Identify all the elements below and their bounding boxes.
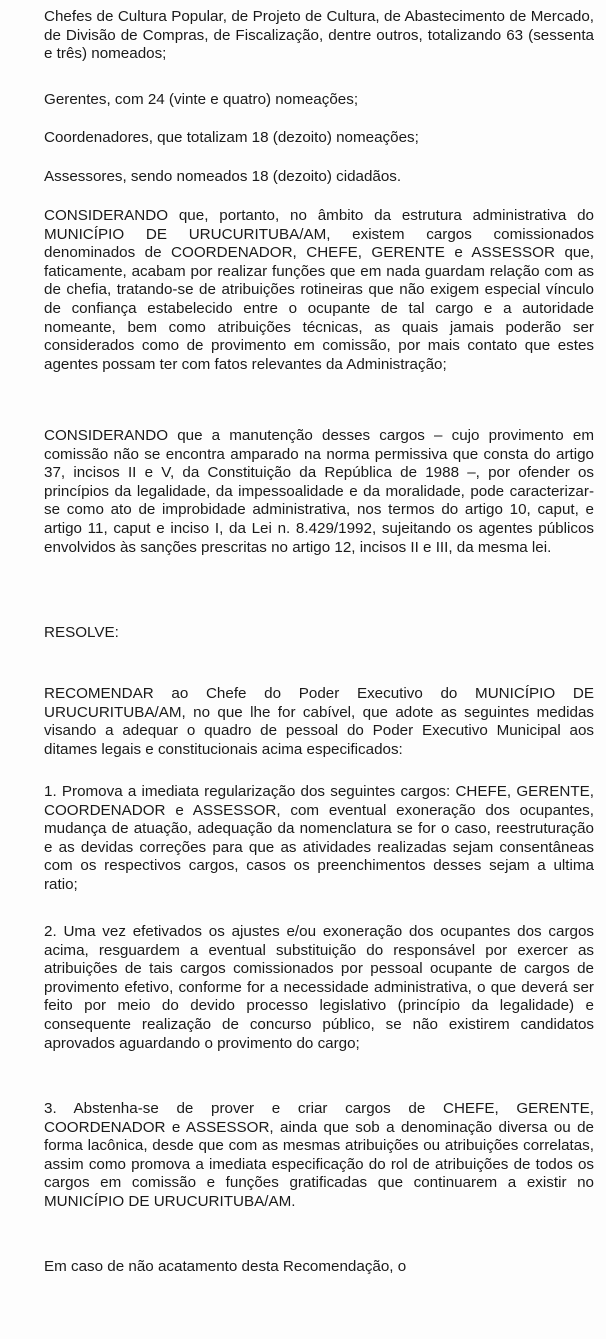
item-2: 2. Uma vez efetivados os ajustes e/ou exoneração dos ocupantes dos cargos acima, resguardem a eventual substituição do responsável por exercer as atribuições de tais cargos comissionados por pessoal ocupante de cargos de provimento efetivo, conforme for a necessidade administrativa, o que deverá ser feito por meio do devido processo legislativo (princípio da legalidade) e consequente realização de concurso público, se não existirem candidatos aprovados aguardando o provimento do cargo; [44,923,594,1052]
paragraph-final: Em caso de não acatamento desta Recomendação, o [44,1258,407,1275]
paragraph-recomendar: RECOMENDAR ao Chefe do Poder Executivo do MUNICÍPIO DE URUCURITUBA/AM, no que lhe for cabível, que adote as seguintes medidas visando a adequar o quadro de pessoal do Poder Executivo Municipal aos ditames legais e constitucionais acima especificados: [44,685,594,758]
resolve-heading: RESOLVE: [44,624,119,641]
item-1: 1. Promova a imediata regularização dos seguintes cargos: CHEFE, GERENTE, COORDENADOR e ASSESSOR, com eventual exoneração dos ocupantes, mudança de atuação, adequação da nomenclatura se for o caso, reestruturação e as devidas correções para que as atividades realizadas sejam consentâneas com os respectivos cargos, casos os preenchimentos desses sejam a ultima ratio; [44,783,594,893]
paragraph-gerentes: Gerentes, com 24 (vinte e quatro) nomeações; [44,91,359,108]
paragraph-coordenadores: Coordenadores, que totalizam 18 (dezoito) nomeações; [44,129,419,146]
paragraph-considerando-2: CONSIDERANDO que a manutenção desses cargos – cujo provimento em comissão não se encontra amparado na norma permissiva que consta do artigo 37, incisos II e V, da Constituição da República de 1988 –, por ofender os princípios da legalidade, da impessoalidade e da moralidade, pode caracterizar-se como ato de improbidade administrativa, nos termos do artigo 10, caput, e artigo 11, caput e inciso I, da Lei n. 8.429/1992, sujeitando os agentes públicos envolvidos às sanções prescritas no artigo 12, incisos II e III, da mesma lei. [44,427,594,556]
item-3: 3. Abstenha-se de prover e criar cargos de CHEFE, GERENTE, COORDENADOR e ASSESSOR, ainda que sob a denominação diversa ou de forma lacônica, desde que com as mesmas atribuições ou atribuições correlatas, assim como promova a imediata especificação do rol de atribuições de todos os cargos em comissão e funções gratificadas que continuarem a existir no MUNICÍPIO DE URUCURITUBA/AM. [44,1100,594,1210]
paragraph-assessores: Assessores, sendo nomeados 18 (dezoito) cidadãos. [44,168,402,185]
paragraph-chefes: Chefes de Cultura Popular, de Projeto de Cultura, de Abastecimento de Mercado, de Divisão de Compras, de Fiscalização, dentre outros, totalizando 63 (sessenta e três) nomeados; [44,8,594,63]
paragraph-considerando-1: CONSIDERANDO que, portanto, no âmbito da estrutura administrativa do MUNICÍPIO DE URUCURITUBA/AM, existem cargos comissionados denominados de COORDENADOR, CHEFE, GERENTE e ASSESSOR que, faticamente, acabam por realizar funções que em nada guardam relação com as de chefia, tratando-se de atribuições rotineiras que não exigem especial vínculo de confiança estabelecido entre o ocupante de tal cargo e a autoridade nomeante, bem como atribuições técnicas, as quais jamais poderão ser considerados como de provimento em comissão, por mais contato que estes agentes possam ter com fatos relevantes da Administração; [44,207,594,373]
